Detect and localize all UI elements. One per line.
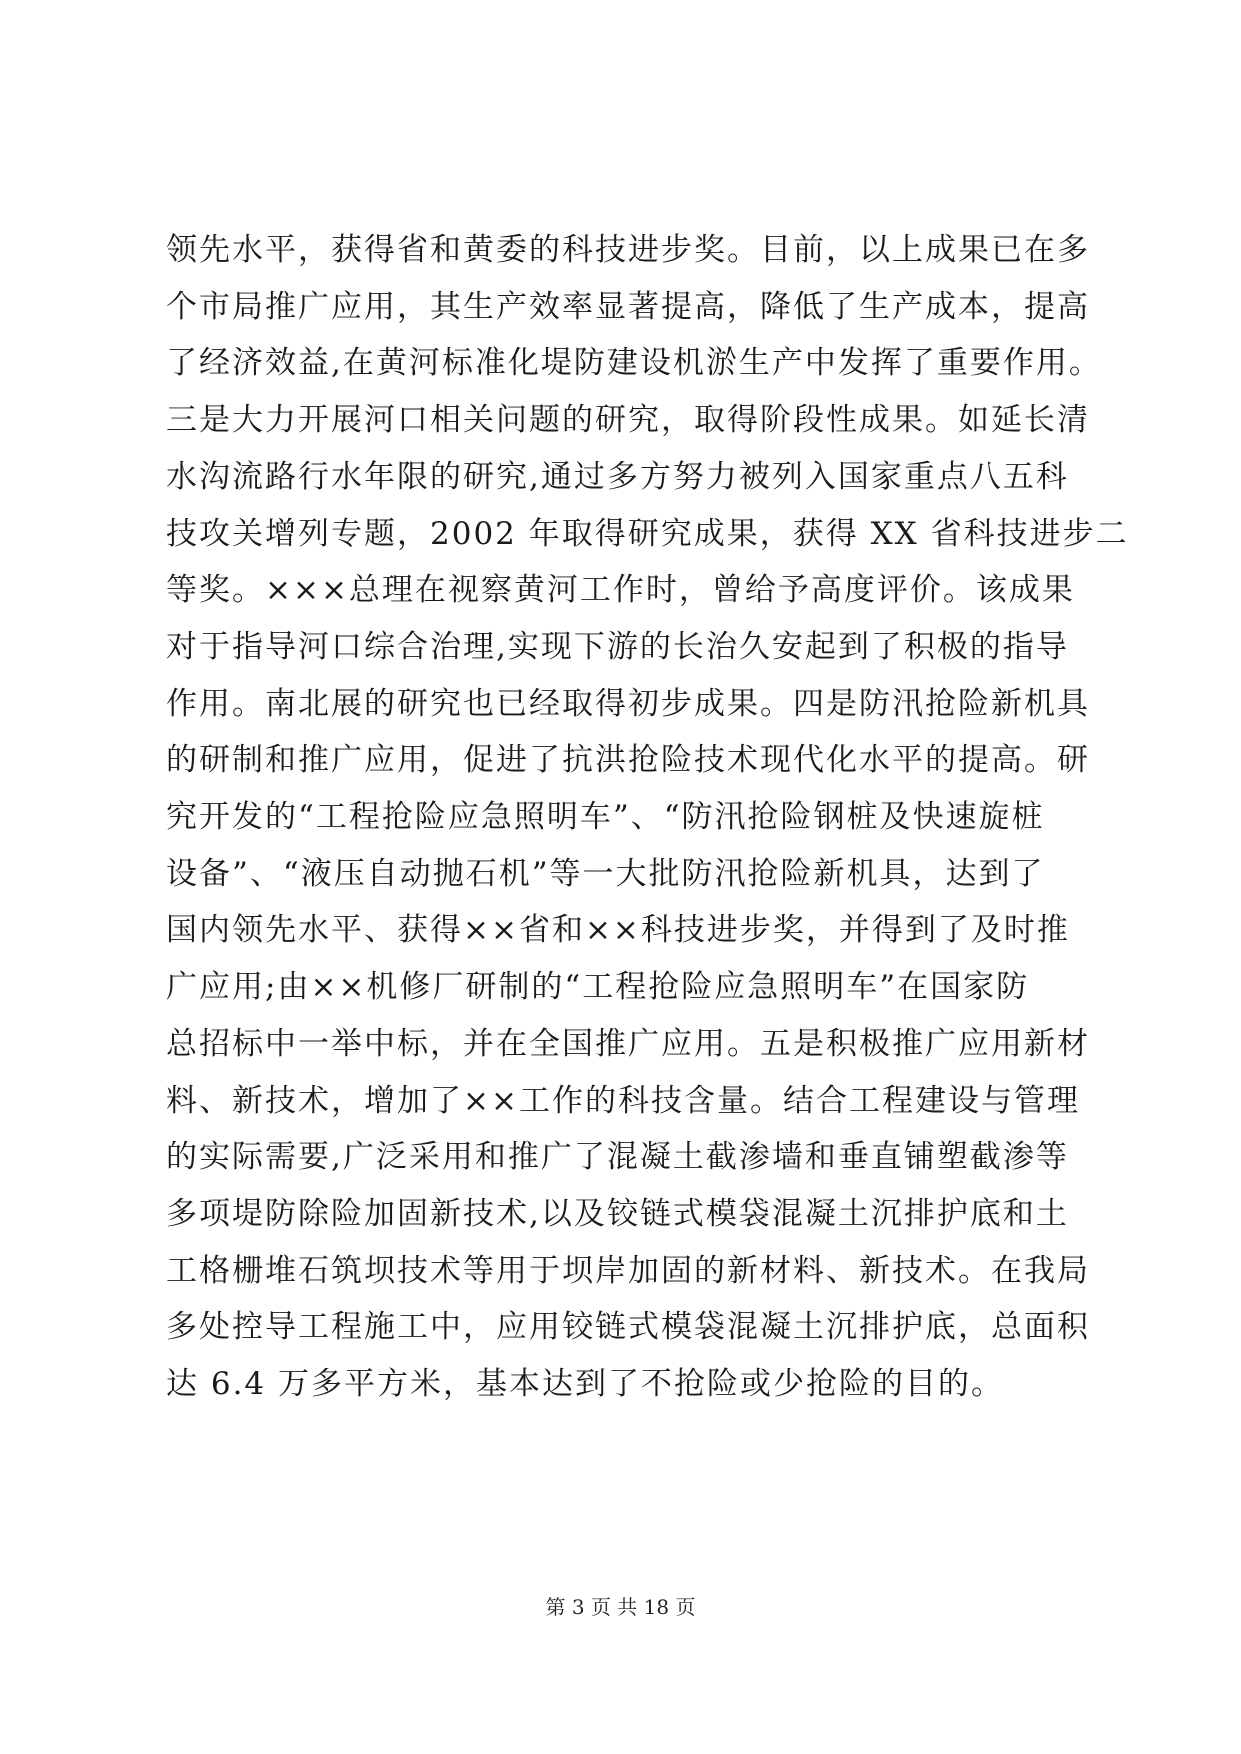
text-line: 的研制和推广应用，促进了抗洪抢险技术现代化水平的提高。研 xyxy=(166,742,1090,778)
text-line: 究开发的“工程抢险应急照明车”、“防汛抢险钢桩及快速旋桩 xyxy=(166,799,1045,835)
text-line: 等奖。×××总理在视察黄河工作时，曾给予高度评价。该成果 xyxy=(166,572,1075,608)
text-line: 个市局推广应用，其生产效率显著提高，降低了生产成本，提高 xyxy=(166,289,1090,325)
text-line: 国内领先水平、获得××省和××科技进步奖，并得到了及时推 xyxy=(166,912,1070,948)
text-line: 水沟流路行水年限的研究,通过多方努力被列入国家重点八五科 xyxy=(166,459,1069,495)
text-line: 三是大力开展河口相关问题的研究，取得阶段性成果。如延长清 xyxy=(166,402,1090,438)
text-line: 技攻关增列专题，2002 年取得研究成果，获得 XX 省科技进步二 xyxy=(166,516,1129,552)
text-line: 作用。南北展的研究也已经取得初步成果。四是防汛抢险新机具 xyxy=(166,686,1090,722)
text-line: 多处控导工程施工中，应用铰链式模袋混凝土沉排护底，总面积 xyxy=(166,1309,1090,1345)
text-line: 了经济效益,在黄河标准化堤防建设机淤生产中发挥了重要作用。 xyxy=(166,345,1102,381)
text-line: 领先水平，获得省和黄委的科技进步奖。目前，以上成果已在多 xyxy=(166,232,1090,268)
text-line: 设备”、“液压自动抛石机”等一大批防汛抢险新机具，达到了 xyxy=(166,856,1045,892)
text-line: 多项堤防除险加固新技术,以及铰链式模袋混凝土沉排护底和土 xyxy=(166,1196,1069,1232)
text-line: 料、新技术，增加了××工作的科技含量。结合工程建设与管理 xyxy=(166,1083,1080,1119)
text-line: 广应用;由××机修厂研制的“工程抢险应急照明车”在国家防 xyxy=(166,969,1030,1005)
text-line: 对于指导河口综合治理,实现下游的长治久安起到了积极的指导 xyxy=(166,629,1069,665)
text-line: 的实际需要,广泛采用和推广了混凝土截渗墙和垂直铺塑截渗等 xyxy=(166,1139,1069,1175)
page-number-footer: 第 3 页 共 18 页 xyxy=(545,1595,696,1619)
text-line: 工格栅堆石筑坝技术等用于坝岸加固的新材料、新技术。在我局 xyxy=(166,1253,1090,1289)
text-line: 总招标中一举中标，并在全国推广应用。五是积极推广应用新材 xyxy=(166,1026,1090,1062)
text-line: 达 6.4 万多平方米，基本达到了不抢险或少抢险的目的。 xyxy=(166,1366,1005,1402)
